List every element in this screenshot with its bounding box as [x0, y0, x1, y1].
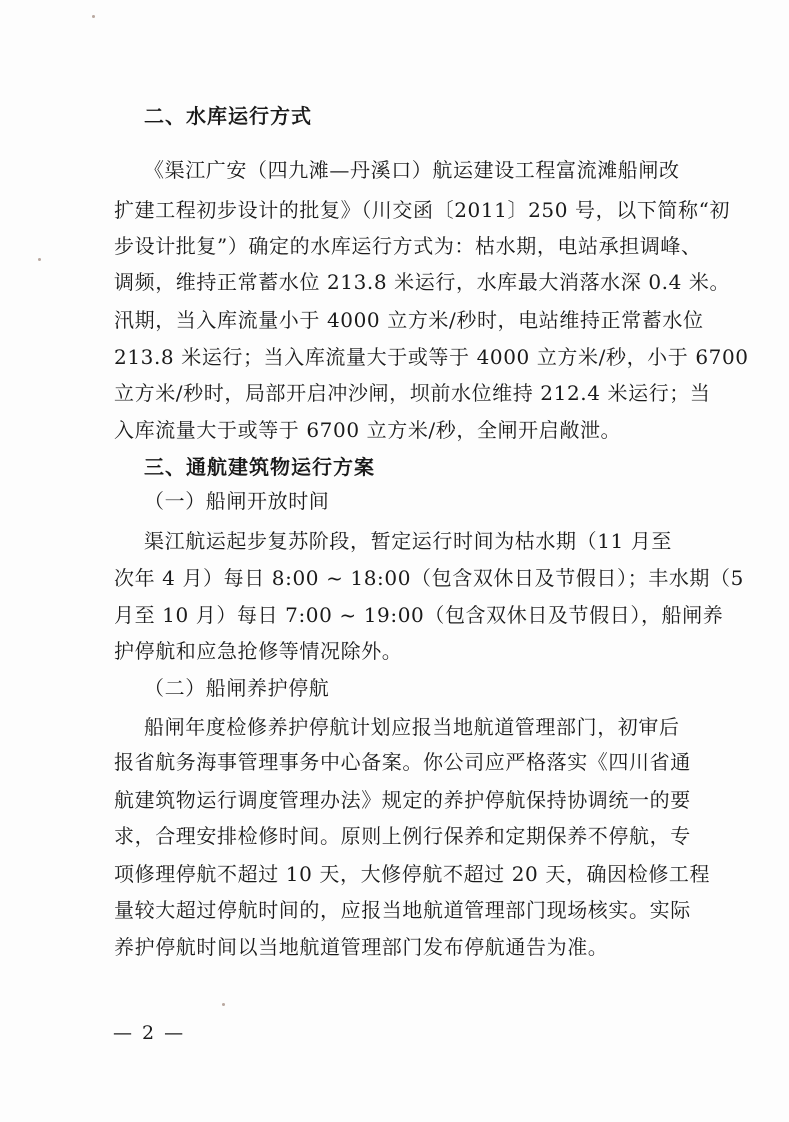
subsection-heading: （二）船闸养护停航	[144, 676, 330, 700]
scan-speck	[92, 15, 95, 18]
body-text-line: 养护停航时间以当地航道管理部门发布停航通告为准。	[114, 935, 609, 959]
section-heading: 二、水库运行方式	[144, 104, 312, 128]
body-text-line: 项修理停航不超过 10 天，大修停航不超过 20 天，确因检修工程	[114, 862, 711, 886]
body-text-line: 扩建工程初步设计的批复》（川交函〔2011〕250 号，以下简称“初	[114, 198, 731, 222]
page-number: — 2 —	[113, 1022, 186, 1044]
body-text-line: 调频，维持正常蓄水位 213.8 米运行，水库最大消落水深 0.4 米。	[114, 270, 731, 294]
body-text-line: 航建筑物运行调度管理办法》规定的养护停航保持协调统一的要	[114, 788, 691, 812]
body-text-line: 汛期，当入库流量小于 4000 立方米/秒时，电站维持正常蓄水位	[114, 308, 704, 332]
body-text-line: 月至 10 月）每日 7:00 ~ 19:00（包含双休日及节假日），船闸养	[114, 603, 724, 627]
body-text-line: 报省航务海事管理事务中心备案。你公司应严格落实《四川省通	[114, 750, 691, 774]
body-text-line: 立方米/秒时，局部开启冲沙闸，坝前水位维持 212.4 米运行；当	[114, 381, 711, 405]
body-text-line: 《渠江广安（四九滩—丹溪口）航运建设工程富流滩船闸改	[144, 158, 680, 182]
body-text-line: 求，合理安排检修时间。原则上例行保养和定期保养不停航，专	[114, 824, 691, 848]
subsection-heading: （一）船闸开放时间	[144, 489, 330, 513]
body-text-line: 船闸年度检修养护停航计划应报当地航道管理部门，初审后	[144, 715, 680, 739]
section-heading: 三、通航建筑物运行方案	[144, 455, 375, 479]
body-text-line: 量较大超过停航时间的，应报当地航道管理部门现场核实。实际	[114, 898, 691, 922]
body-text-line: 次年 4 月）每日 8:00 ~ 18:00（包含双休日及节假日）；丰水期（5	[114, 566, 744, 590]
scan-speck	[222, 1003, 225, 1006]
body-text-line: 护停航和应急抢修等情况除外。	[114, 639, 403, 663]
body-text-line: 步设计批复”）确定的水库运行方式为：枯水期，电站承担调峰、	[114, 234, 702, 258]
body-text-line: 213.8 米运行；当入库流量大于或等于 4000 立方米/秒，小于 6700	[114, 345, 749, 369]
body-text-line: 渠江航运起步复苏阶段，暂定运行时间为枯水期（11 月至	[144, 529, 673, 553]
body-text-line: 入库流量大于或等于 6700 立方米/秒，全闸开启敞泄。	[114, 418, 622, 442]
scan-speck	[38, 258, 41, 261]
